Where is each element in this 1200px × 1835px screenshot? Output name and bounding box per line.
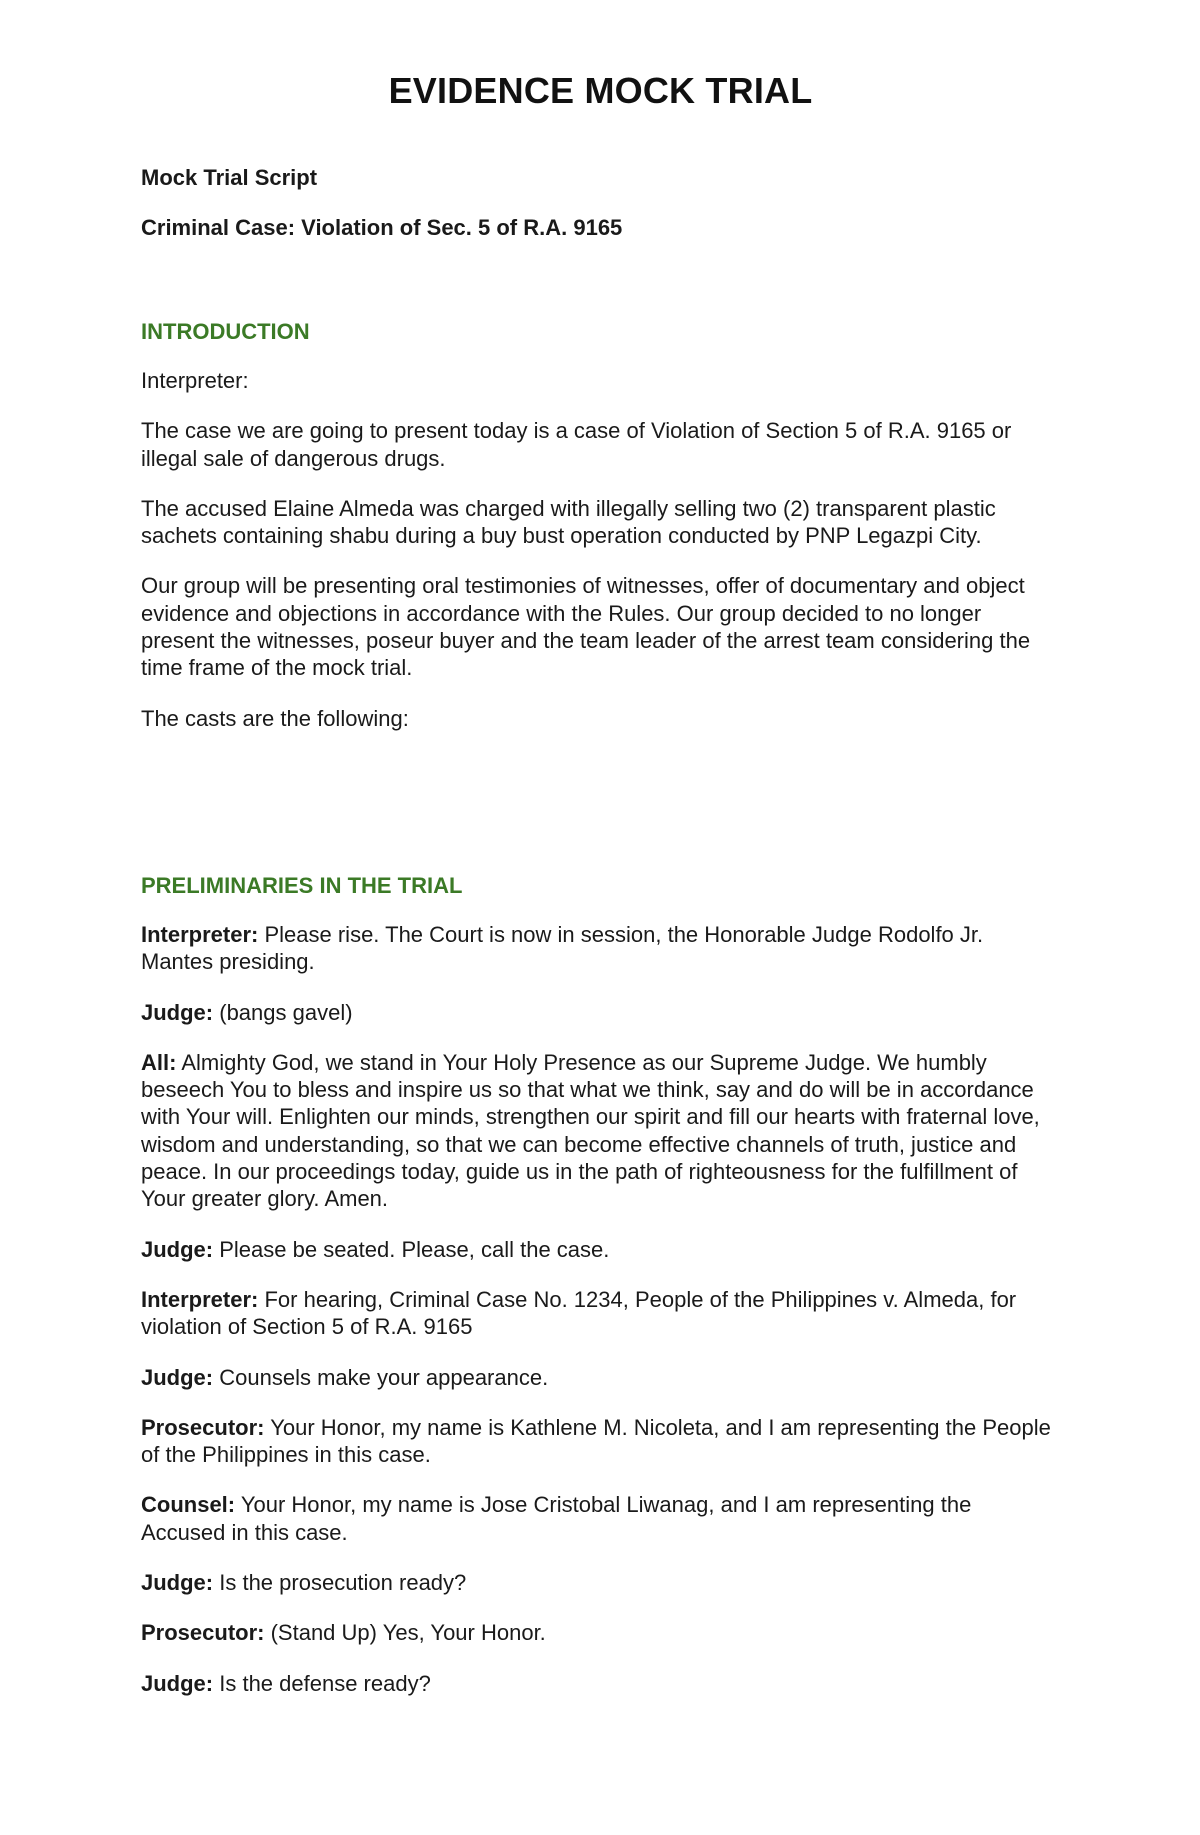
spoken-text: Is the defense ready?: [213, 1670, 431, 1696]
spoken-text: Please be seated. Please, call the case.: [213, 1236, 610, 1262]
intro-paragraph: Our group will be presenting oral testimonies of witnesses, offer of documentary and object evidence and objections in accordance with the Rules. Our group decided to no longer present the witnesses, poseur buyer and the team leader of the arrest team considering the time frame of the mock trial.: [141, 573, 1031, 681]
speaker-label: Judge:: [141, 1364, 214, 1390]
script-line: [141, 1236, 1060, 1263]
speaker-label: Prosecutor:: [141, 1414, 265, 1440]
spoken-text: Please rise. The Court is now in session, the Honorable Judge Rodolfo Jr. Mantes presiding.: [141, 921, 984, 975]
script-line: [141, 999, 1060, 1026]
spoken-text: Is the prosecution ready?: [213, 1570, 467, 1596]
speaker-label: Interpreter:: [141, 1286, 259, 1312]
script-line: [141, 1569, 1060, 1596]
preliminaries-heading: PRELIMINARIES IN THE TRIAL: [141, 872, 463, 898]
document-subtitle: Mock Trial Script: [141, 165, 318, 190]
preliminaries-section: [141, 872, 1060, 1697]
intro-paragraph: The accused Elaine Almeda was charged with illegally selling two (2) transparent plastic sachets containing shabu during a buy bust operation conducted by PNP Legazpi City.: [141, 495, 996, 549]
speaker-label: Judge:: [141, 1236, 214, 1262]
script-line: [141, 1619, 1060, 1646]
document-title: EVIDENCE MOCK TRIAL: [388, 70, 813, 111]
script-line: [141, 1286, 1060, 1341]
speaker-label: Judge:: [141, 999, 214, 1025]
spacer: [141, 264, 1060, 318]
spoken-text: For hearing, Criminal Case No. 1234, People of the Philippines v. Almeda, for violation of Section 5 of R.A. 9165: [141, 1286, 1017, 1340]
script-line: [141, 1491, 1060, 1546]
script-line: [141, 1364, 1060, 1391]
introduction-section: [141, 318, 1060, 732]
script-line: [141, 921, 1060, 976]
spoken-text: Your Honor, my name is Kathlene M. Nicoleta, and I am representing the People of the Philippines in this case.: [141, 1414, 1051, 1468]
spoken-text: (Stand Up) Yes, Your Honor.: [264, 1620, 546, 1646]
case-line: Criminal Case: Violation of Sec. 5 of R.A. 9165: [141, 215, 623, 240]
spoken-text: Your Honor, my name is Jose Cristobal Liwanag, and I am representing the Accused in this case.: [141, 1492, 972, 1545]
speaker-label: All:: [141, 1049, 177, 1075]
intro-paragraph: The case we are going to present today is a case of Violation of Section 5 of R.A. 9165 or illegal sale of dangerous drugs.: [141, 418, 1012, 471]
intro-paragraph: Interpreter:: [141, 368, 249, 393]
spoken-text: Almighty God, we stand in Your Holy Presence as our Supreme Judge. We humbly beseech You to bless and inspire us so that what we think, say and do will be in accordance with Your will. Enlighten our minds, strengthen our spirit and fill our hearts with fraternal love, wisdom and understanding, so that we can become effective channels of truth, justice and peace. In our proceedings today, guide us in the path of righteousness for the fulfillment of Your greater glory. Amen.: [141, 1049, 1040, 1212]
speaker-label: Judge:: [141, 1670, 214, 1696]
spoken-text: (bangs gavel): [213, 999, 353, 1025]
script-line: [141, 1670, 1060, 1697]
speaker-label: Counsel:: [141, 1492, 236, 1518]
spoken-text: Counsels make your appearance.: [213, 1364, 549, 1390]
speaker-label: Judge:: [141, 1570, 214, 1596]
speaker-label: Prosecutor:: [141, 1620, 265, 1646]
script-line: [141, 1414, 1060, 1469]
intro-paragraph: The casts are the following:: [141, 705, 409, 731]
speaker-label: Interpreter:: [141, 921, 259, 947]
introduction-heading: INTRODUCTION: [141, 319, 310, 344]
spacer: [141, 755, 1060, 872]
script-line: [141, 1049, 1060, 1213]
